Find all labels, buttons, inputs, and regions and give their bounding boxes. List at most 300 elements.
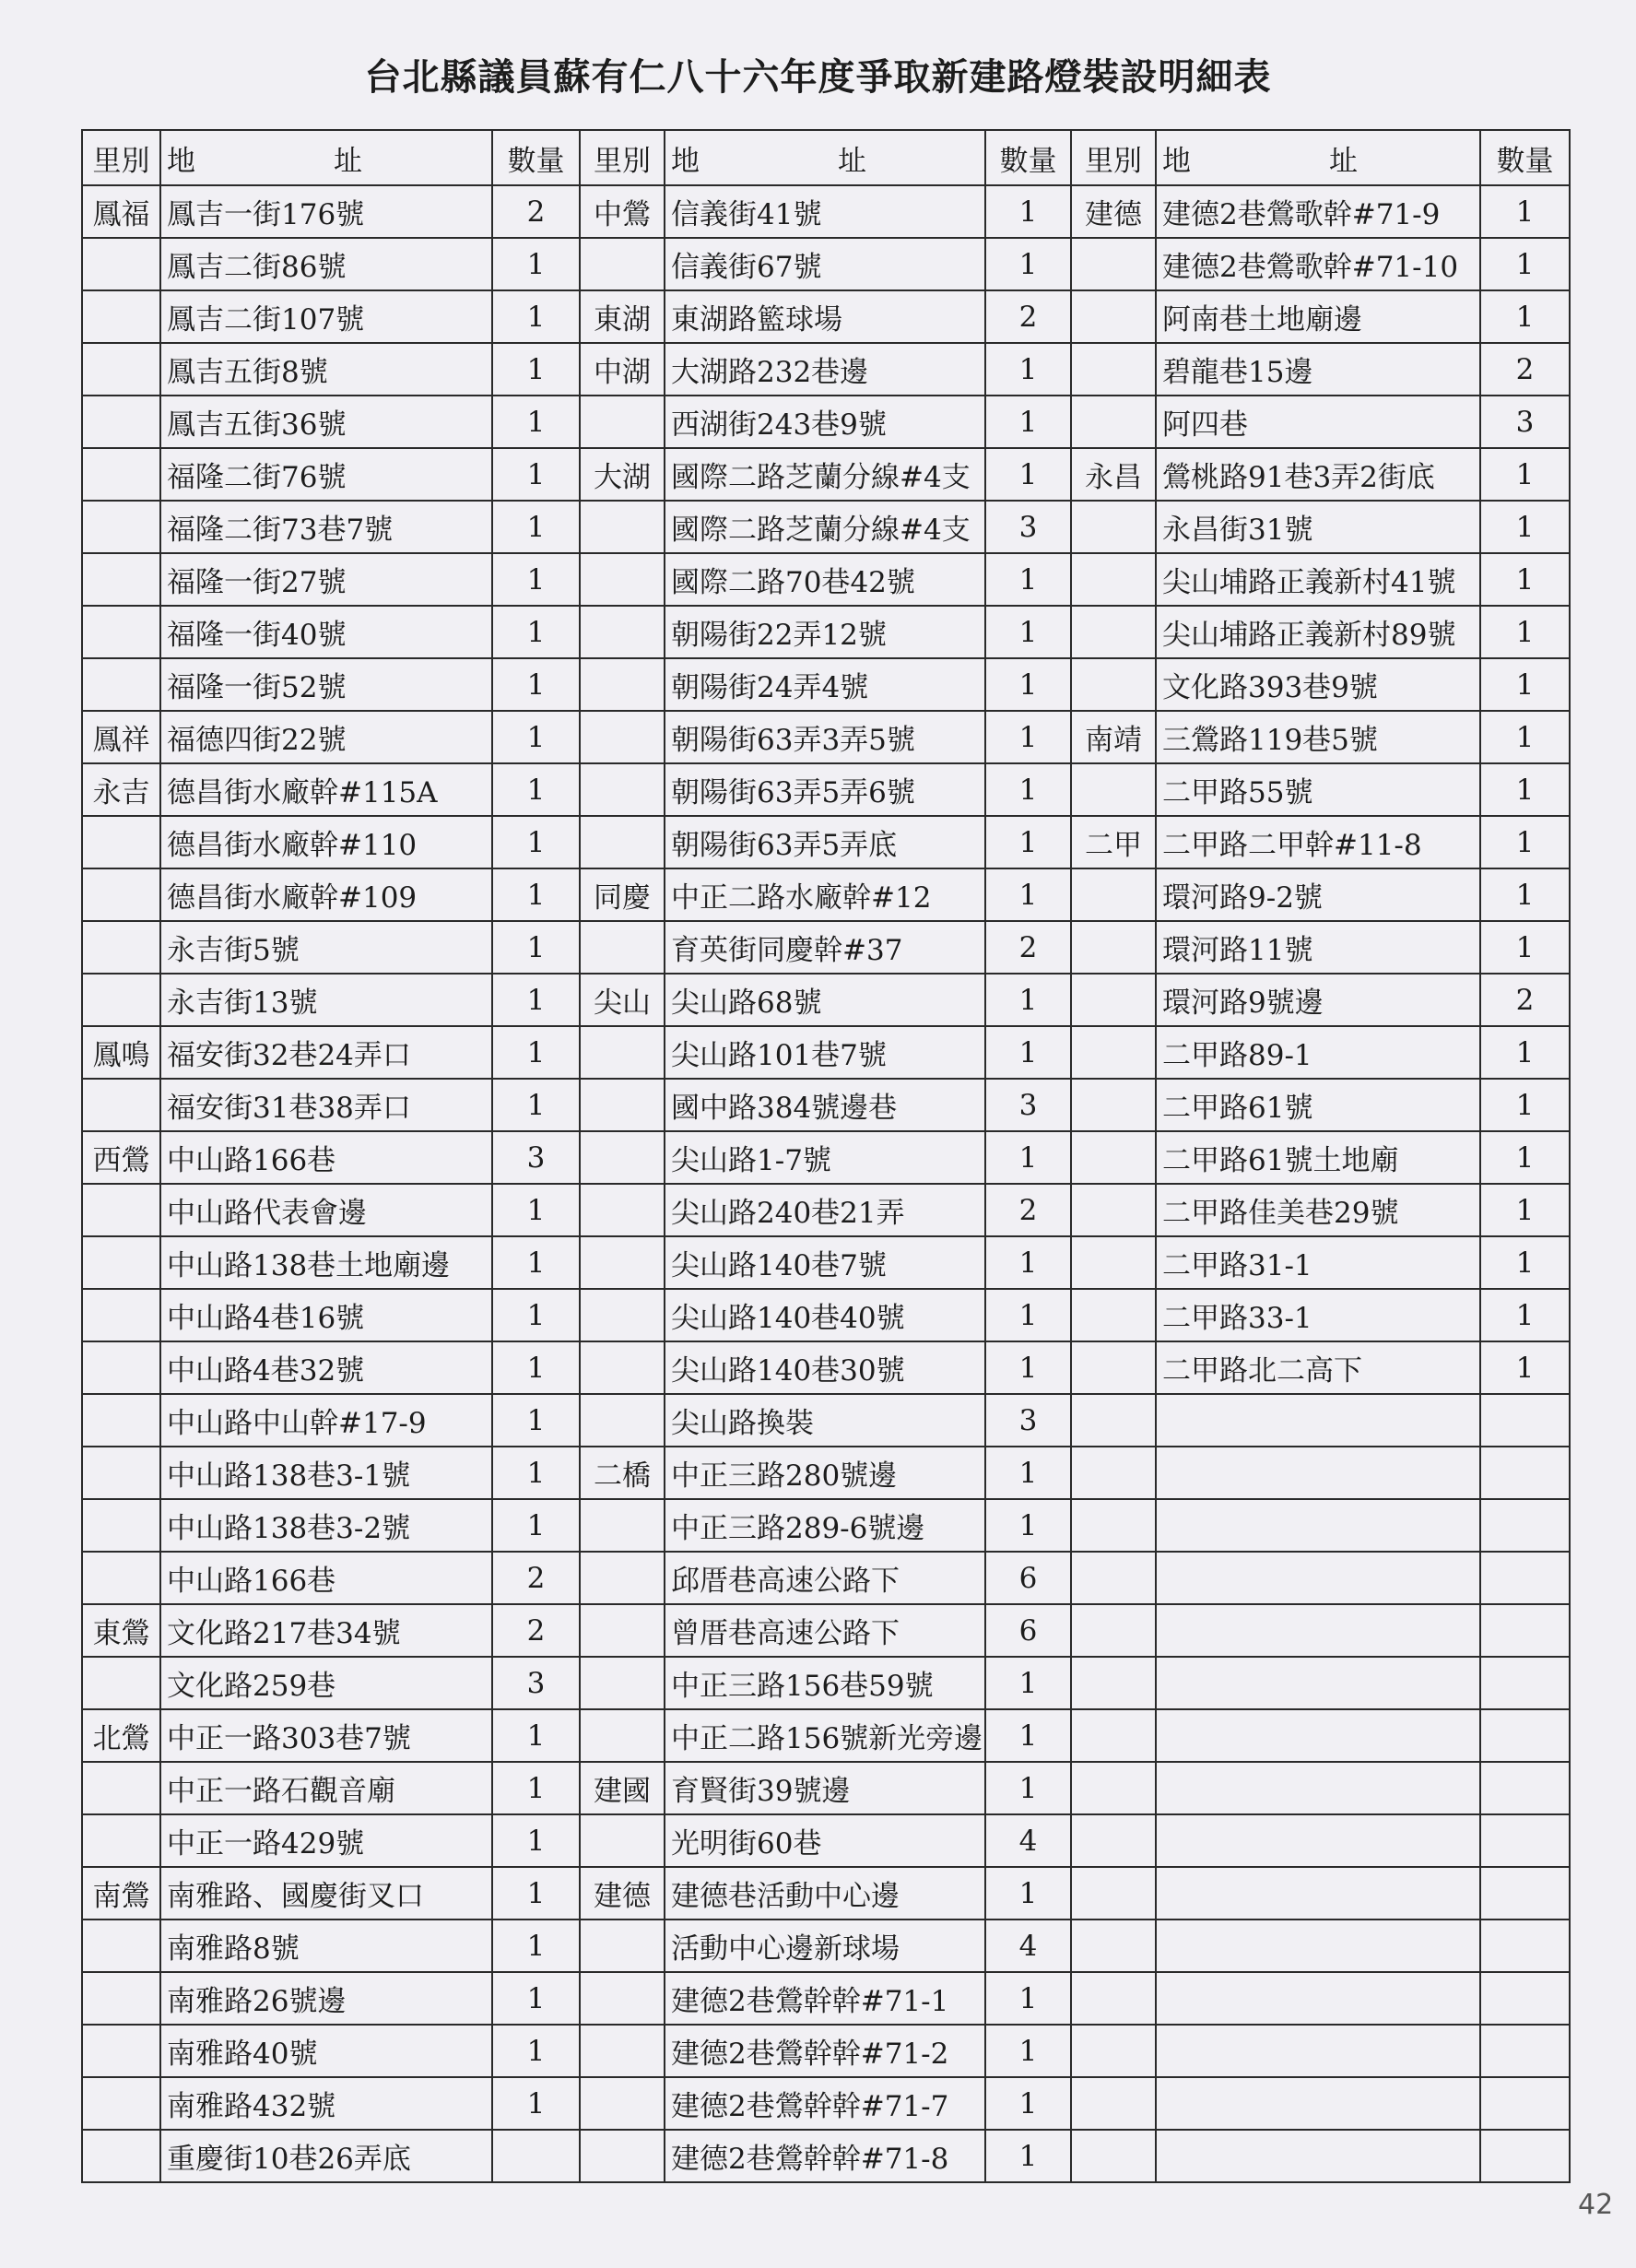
table-row <box>82 658 1570 711</box>
quantity-cell: 3 <box>985 501 1071 553</box>
village-cell <box>1071 553 1156 606</box>
quantity-cell: 2 <box>492 1604 580 1657</box>
address-cell: 中正二路156號新光旁邊 <box>665 1709 985 1762</box>
table-row <box>82 1709 1570 1762</box>
table-row <box>82 553 1570 606</box>
address-cell <box>1156 1972 1480 2025</box>
lamp-installation-table <box>81 129 1571 2183</box>
village-cell <box>1071 868 1156 921</box>
quantity-cell: 1 <box>985 2077 1071 2130</box>
table-row <box>82 974 1570 1026</box>
village-cell <box>82 343 160 396</box>
village-cell <box>82 1762 160 1814</box>
quantity-cell: 1 <box>1480 1079 1570 1131</box>
quantity-cell: 1 <box>492 974 580 1026</box>
header-qty: 數量 <box>492 130 580 185</box>
table-row <box>82 816 1570 868</box>
address-cell <box>1156 1604 1480 1657</box>
village-cell <box>1071 2025 1156 2077</box>
quantity-cell: 1 <box>985 606 1071 658</box>
quantity-cell: 1 <box>492 290 580 343</box>
quantity-cell: 2 <box>492 1552 580 1604</box>
quantity-cell <box>1480 1657 1570 1709</box>
village-cell <box>82 1499 160 1552</box>
address-cell: 尖山路240巷21弄 <box>665 1184 985 1236</box>
village-cell <box>1071 2130 1156 2182</box>
address-cell: 德昌街水廠幹#109 <box>160 868 492 921</box>
table-row <box>82 1920 1570 1972</box>
address-cell: 重慶街10巷26弄底 <box>160 2130 492 2182</box>
address-cell: 鳳吉五街8號 <box>160 343 492 396</box>
village-cell <box>580 606 665 658</box>
table-row <box>82 868 1570 921</box>
village-cell <box>82 1657 160 1709</box>
address-cell: 南雅路432號 <box>160 2077 492 2130</box>
address-cell: 尖山路68號 <box>665 974 985 1026</box>
address-cell: 鳳吉五街36號 <box>160 396 492 448</box>
village-cell <box>82 1289 160 1341</box>
table-row <box>82 2077 1570 2130</box>
address-cell <box>1156 1709 1480 1762</box>
quantity-cell: 1 <box>492 1184 580 1236</box>
village-cell: 南鶯 <box>82 1867 160 1920</box>
address-cell: 中山路138巷3-2號 <box>160 1499 492 1552</box>
quantity-cell <box>1480 1972 1570 2025</box>
village-cell <box>580 1394 665 1447</box>
village-cell <box>1071 1341 1156 1394</box>
header-li: 里別 <box>1071 130 1156 185</box>
address-cell: 二甲路33-1 <box>1156 1289 1480 1341</box>
quantity-cell: 1 <box>985 1026 1071 1079</box>
header-address <box>665 130 985 185</box>
village-cell <box>1071 1552 1156 1604</box>
quantity-cell: 1 <box>1480 763 1570 816</box>
quantity-cell: 3 <box>985 1394 1071 1447</box>
village-cell <box>82 1236 160 1289</box>
table-row <box>82 185 1570 238</box>
address-cell: 國際二路70巷42號 <box>665 553 985 606</box>
village-cell <box>82 1394 160 1447</box>
table-row <box>82 448 1570 501</box>
address-cell: 建德巷活動中心邊 <box>665 1867 985 1920</box>
address-cell: 德昌街水廠幹#115A <box>160 763 492 816</box>
village-cell: 建德 <box>580 1867 665 1920</box>
table-row <box>82 1814 1570 1867</box>
village-cell <box>580 2077 665 2130</box>
village-cell <box>82 1079 160 1131</box>
header-qty: 數量 <box>985 130 1071 185</box>
quantity-cell: 2 <box>492 185 580 238</box>
quantity-cell: 1 <box>1480 501 1570 553</box>
address-cell: 文化路259巷 <box>160 1657 492 1709</box>
quantity-cell: 1 <box>985 1709 1071 1762</box>
quantity-cell: 1 <box>492 1394 580 1447</box>
quantity-cell: 1 <box>1480 868 1570 921</box>
address-cell: 二甲路佳美巷29號 <box>1156 1184 1480 1236</box>
quantity-cell: 1 <box>985 1867 1071 1920</box>
header-address-char-2: 址 <box>1329 144 1358 178</box>
village-cell <box>580 1131 665 1184</box>
village-cell: 鳳福 <box>82 185 160 238</box>
village-cell <box>82 1972 160 2025</box>
village-cell: 鳳祥 <box>82 711 160 763</box>
village-cell <box>580 501 665 553</box>
address-cell: 南雅路、國慶街叉口 <box>160 1867 492 1920</box>
address-cell: 中正一路石觀音廟 <box>160 1762 492 1814</box>
quantity-cell: 1 <box>492 1709 580 1762</box>
address-cell <box>1156 1657 1480 1709</box>
village-cell <box>82 1552 160 1604</box>
address-cell: 福安街32巷24弄口 <box>160 1026 492 1079</box>
village-cell <box>1071 2077 1156 2130</box>
village-cell <box>580 711 665 763</box>
quantity-cell: 1 <box>492 501 580 553</box>
quantity-cell <box>492 2130 580 2182</box>
address-cell <box>1156 1762 1480 1814</box>
quantity-cell: 1 <box>492 1867 580 1920</box>
village-cell <box>580 2025 665 2077</box>
address-cell <box>1156 1447 1480 1499</box>
village-cell <box>580 1657 665 1709</box>
village-cell <box>1071 921 1156 974</box>
address-cell: 建德2巷鶯歌幹#71-9 <box>1156 185 1480 238</box>
village-cell <box>580 1236 665 1289</box>
village-cell: 北鶯 <box>82 1709 160 1762</box>
village-cell: 建德 <box>1071 185 1156 238</box>
quantity-cell: 2 <box>985 290 1071 343</box>
address-cell: 尖山路140巷30號 <box>665 1341 985 1394</box>
address-cell: 二甲路北二高下 <box>1156 1341 1480 1394</box>
village-cell <box>580 921 665 974</box>
header-address-char-1: 地 <box>671 144 700 178</box>
quantity-cell: 1 <box>985 658 1071 711</box>
village-cell <box>1071 1499 1156 1552</box>
address-cell: 阿四巷 <box>1156 396 1480 448</box>
quantity-cell: 1 <box>492 1499 580 1552</box>
village-cell: 東鶯 <box>82 1604 160 1657</box>
table-row <box>82 1552 1570 1604</box>
quantity-cell: 4 <box>985 1920 1071 1972</box>
address-cell: 德昌街水廠幹#110 <box>160 816 492 868</box>
address-cell: 永吉街13號 <box>160 974 492 1026</box>
village-cell <box>1071 1814 1156 1867</box>
address-cell: 國中路384號邊巷 <box>665 1079 985 1131</box>
address-cell: 環河路9-2號 <box>1156 868 1480 921</box>
quantity-cell: 1 <box>1480 290 1570 343</box>
address-cell: 中正一路303巷7號 <box>160 1709 492 1762</box>
quantity-cell: 1 <box>985 238 1071 290</box>
quantity-cell: 1 <box>1480 553 1570 606</box>
village-cell <box>580 1972 665 2025</box>
address-cell: 中山路166巷 <box>160 1552 492 1604</box>
quantity-cell: 1 <box>985 1131 1071 1184</box>
quantity-cell: 2 <box>985 921 1071 974</box>
address-cell: 永昌街31號 <box>1156 501 1480 553</box>
quantity-cell: 1 <box>985 763 1071 816</box>
quantity-cell <box>1480 1394 1570 1447</box>
quantity-cell: 1 <box>492 763 580 816</box>
header-address-char-2: 址 <box>838 144 866 178</box>
address-cell: 二甲路89-1 <box>1156 1026 1480 1079</box>
table-row <box>82 238 1570 290</box>
village-cell <box>1071 1289 1156 1341</box>
quantity-cell <box>1480 1604 1570 1657</box>
village-cell <box>1071 1026 1156 1079</box>
village-cell <box>82 396 160 448</box>
address-cell <box>1156 1499 1480 1552</box>
quantity-cell <box>1480 1762 1570 1814</box>
quantity-cell: 1 <box>1480 1184 1570 1236</box>
quantity-cell: 1 <box>985 2130 1071 2182</box>
quantity-cell <box>1480 1709 1570 1762</box>
quantity-cell: 1 <box>492 1762 580 1814</box>
address-cell: 信義街67號 <box>665 238 985 290</box>
quantity-cell: 1 <box>492 2077 580 2130</box>
address-cell <box>1156 1552 1480 1604</box>
address-cell: 福隆二街73巷7號 <box>160 501 492 553</box>
quantity-cell: 1 <box>1480 711 1570 763</box>
quantity-cell: 1 <box>492 238 580 290</box>
quantity-cell: 1 <box>492 1920 580 1972</box>
village-cell <box>1071 1079 1156 1131</box>
village-cell <box>580 396 665 448</box>
village-cell <box>1071 1657 1156 1709</box>
address-cell: 國際二路芝蘭分線#4支 <box>665 448 985 501</box>
village-cell <box>82 2077 160 2130</box>
address-cell: 朝陽街24弄4號 <box>665 658 985 711</box>
quantity-cell: 1 <box>985 396 1071 448</box>
header-address <box>160 130 492 185</box>
address-cell: 育賢街39號邊 <box>665 1762 985 1814</box>
village-cell: 中鶯 <box>580 185 665 238</box>
quantity-cell: 1 <box>985 1972 1071 2025</box>
village-cell <box>82 290 160 343</box>
quantity-cell: 1 <box>492 1079 580 1131</box>
address-cell: 朝陽街63弄5弄6號 <box>665 763 985 816</box>
address-cell: 南雅路8號 <box>160 1920 492 1972</box>
village-cell <box>82 974 160 1026</box>
address-cell: 尖山路140巷40號 <box>665 1289 985 1341</box>
table-row <box>82 1604 1570 1657</box>
quantity-cell <box>1480 1814 1570 1867</box>
address-cell: 中山路代表會邊 <box>160 1184 492 1236</box>
quantity-cell: 1 <box>1480 1131 1570 1184</box>
village-cell <box>1071 1604 1156 1657</box>
address-cell <box>1156 1867 1480 1920</box>
quantity-cell: 1 <box>985 2025 1071 2077</box>
quantity-cell <box>1480 1552 1570 1604</box>
quantity-cell: 3 <box>492 1131 580 1184</box>
village-cell <box>580 763 665 816</box>
village-cell: 東湖 <box>580 290 665 343</box>
table-row <box>82 1657 1570 1709</box>
village-cell <box>580 1026 665 1079</box>
header-address <box>1156 130 1480 185</box>
address-cell: 二甲路31-1 <box>1156 1236 1480 1289</box>
quantity-cell: 1 <box>985 343 1071 396</box>
table-row <box>82 1762 1570 1814</box>
address-cell: 大湖路232巷邊 <box>665 343 985 396</box>
quantity-cell <box>1480 1447 1570 1499</box>
village-cell <box>580 1604 665 1657</box>
address-cell: 文化路217巷34號 <box>160 1604 492 1657</box>
address-cell: 建德2巷鶯幹幹#71-1 <box>665 1972 985 2025</box>
header-qty: 數量 <box>1480 130 1570 185</box>
quantity-cell: 3 <box>1480 396 1570 448</box>
quantity-cell: 1 <box>985 1657 1071 1709</box>
page-number: 42 <box>1578 2189 1614 2221</box>
address-cell: 南雅路26號邊 <box>160 1972 492 2025</box>
address-cell: 鳳吉二街86號 <box>160 238 492 290</box>
village-cell <box>580 1499 665 1552</box>
address-cell: 尖山路140巷7號 <box>665 1236 985 1289</box>
village-cell <box>1071 1867 1156 1920</box>
table-row <box>82 1131 1570 1184</box>
village-cell <box>580 1289 665 1341</box>
address-cell: 活動中心邊新球場 <box>665 1920 985 1972</box>
address-cell <box>1156 1814 1480 1867</box>
address-cell: 邱厝巷高速公路下 <box>665 1552 985 1604</box>
quantity-cell: 1 <box>1480 658 1570 711</box>
quantity-cell: 1 <box>492 553 580 606</box>
village-cell <box>1071 1236 1156 1289</box>
village-cell <box>580 553 665 606</box>
quantity-cell: 3 <box>492 1657 580 1709</box>
village-cell <box>1071 1972 1156 2025</box>
village-cell: 建國 <box>580 1762 665 1814</box>
quantity-cell: 2 <box>1480 974 1570 1026</box>
header-address-char-1: 地 <box>167 144 195 178</box>
village-cell <box>580 1184 665 1236</box>
address-cell: 尖山路1-7號 <box>665 1131 985 1184</box>
table-row <box>82 1447 1570 1499</box>
quantity-cell: 1 <box>492 343 580 396</box>
address-cell: 中山路中山幹#17-9 <box>160 1394 492 1447</box>
address-cell: 尖山路換裝 <box>665 1394 985 1447</box>
quantity-cell: 4 <box>985 1814 1071 1867</box>
header-li: 里別 <box>580 130 665 185</box>
village-cell <box>1071 606 1156 658</box>
address-cell: 鳳吉二街107號 <box>160 290 492 343</box>
address-cell <box>1156 2130 1480 2182</box>
table-row <box>82 1867 1570 1920</box>
village-cell: 永吉 <box>82 763 160 816</box>
header-row <box>82 130 1570 185</box>
address-cell: 中正一路429號 <box>160 1814 492 1867</box>
quantity-cell: 1 <box>1480 1236 1570 1289</box>
table-row <box>82 1236 1570 1289</box>
address-cell: 中正三路156巷59號 <box>665 1657 985 1709</box>
address-cell: 福隆二街76號 <box>160 448 492 501</box>
address-cell: 中正三路289-6號邊 <box>665 1499 985 1552</box>
address-cell: 建德2巷鶯幹幹#71-2 <box>665 2025 985 2077</box>
quantity-cell <box>1480 1920 1570 1972</box>
address-cell: 二甲路二甲幹#11-8 <box>1156 816 1480 868</box>
quantity-cell: 1 <box>492 1289 580 1341</box>
village-cell <box>82 816 160 868</box>
address-cell: 中山路138巷土地廟邊 <box>160 1236 492 1289</box>
quantity-cell: 1 <box>985 1447 1071 1499</box>
village-cell: 同慶 <box>580 868 665 921</box>
quantity-cell: 1 <box>985 1289 1071 1341</box>
quantity-cell: 1 <box>1480 816 1570 868</box>
address-cell: 鶯桃路91巷3弄2街底 <box>1156 448 1480 501</box>
village-cell <box>82 1814 160 1867</box>
quantity-cell: 1 <box>492 816 580 868</box>
quantity-cell: 1 <box>1480 448 1570 501</box>
address-cell: 東湖路籃球場 <box>665 290 985 343</box>
quantity-cell: 1 <box>492 448 580 501</box>
quantity-cell: 1 <box>492 711 580 763</box>
address-cell: 環河路11號 <box>1156 921 1480 974</box>
quantity-cell: 1 <box>492 2025 580 2077</box>
quantity-cell: 1 <box>1480 1289 1570 1341</box>
quantity-cell <box>1480 2077 1570 2130</box>
village-cell <box>82 1184 160 1236</box>
village-cell <box>580 1552 665 1604</box>
address-cell: 建德2巷鶯幹幹#71-7 <box>665 2077 985 2130</box>
quantity-cell: 3 <box>985 1079 1071 1131</box>
quantity-cell <box>1480 1499 1570 1552</box>
quantity-cell: 1 <box>985 185 1071 238</box>
table-row <box>82 763 1570 816</box>
village-cell <box>1071 1394 1156 1447</box>
village-cell <box>82 2025 160 2077</box>
village-cell: 二橋 <box>580 1447 665 1499</box>
address-cell: 西湖街243巷9號 <box>665 396 985 448</box>
village-cell <box>82 658 160 711</box>
address-cell: 中山路138巷3-1號 <box>160 1447 492 1499</box>
quantity-cell <box>1480 1867 1570 1920</box>
quantity-cell: 1 <box>985 553 1071 606</box>
village-cell <box>580 1814 665 1867</box>
quantity-cell: 2 <box>985 1184 1071 1236</box>
address-cell: 信義街41號 <box>665 185 985 238</box>
address-cell: 中山路4巷32號 <box>160 1341 492 1394</box>
quantity-cell: 1 <box>985 816 1071 868</box>
quantity-cell: 1 <box>492 396 580 448</box>
village-cell: 永昌 <box>1071 448 1156 501</box>
quantity-cell: 1 <box>985 711 1071 763</box>
village-cell <box>1071 974 1156 1026</box>
quantity-cell: 6 <box>985 1604 1071 1657</box>
address-cell: 尖山埔路正義新村89號 <box>1156 606 1480 658</box>
table-row <box>82 606 1570 658</box>
quantity-cell: 1 <box>985 1499 1071 1552</box>
quantity-cell: 1 <box>492 1026 580 1079</box>
address-cell: 曾厝巷高速公路下 <box>665 1604 985 1657</box>
quantity-cell: 2 <box>1480 343 1570 396</box>
address-cell: 建德2巷鶯歌幹#71-10 <box>1156 238 1480 290</box>
table-row <box>82 1394 1570 1447</box>
village-cell: 中湖 <box>580 343 665 396</box>
quantity-cell: 1 <box>985 1762 1071 1814</box>
table-row <box>82 2025 1570 2077</box>
address-cell <box>1156 1394 1480 1447</box>
village-cell: 二甲 <box>1071 816 1156 868</box>
village-cell: 尖山 <box>580 974 665 1026</box>
table-row <box>82 396 1570 448</box>
village-cell <box>1071 1709 1156 1762</box>
table-row <box>82 2130 1570 2182</box>
quantity-cell: 6 <box>985 1552 1071 1604</box>
village-cell <box>1071 658 1156 711</box>
village-cell: 大湖 <box>580 448 665 501</box>
table-row <box>82 1499 1570 1552</box>
table-row <box>82 343 1570 396</box>
address-cell: 朝陽街63弄5弄底 <box>665 816 985 868</box>
village-cell: 南靖 <box>1071 711 1156 763</box>
